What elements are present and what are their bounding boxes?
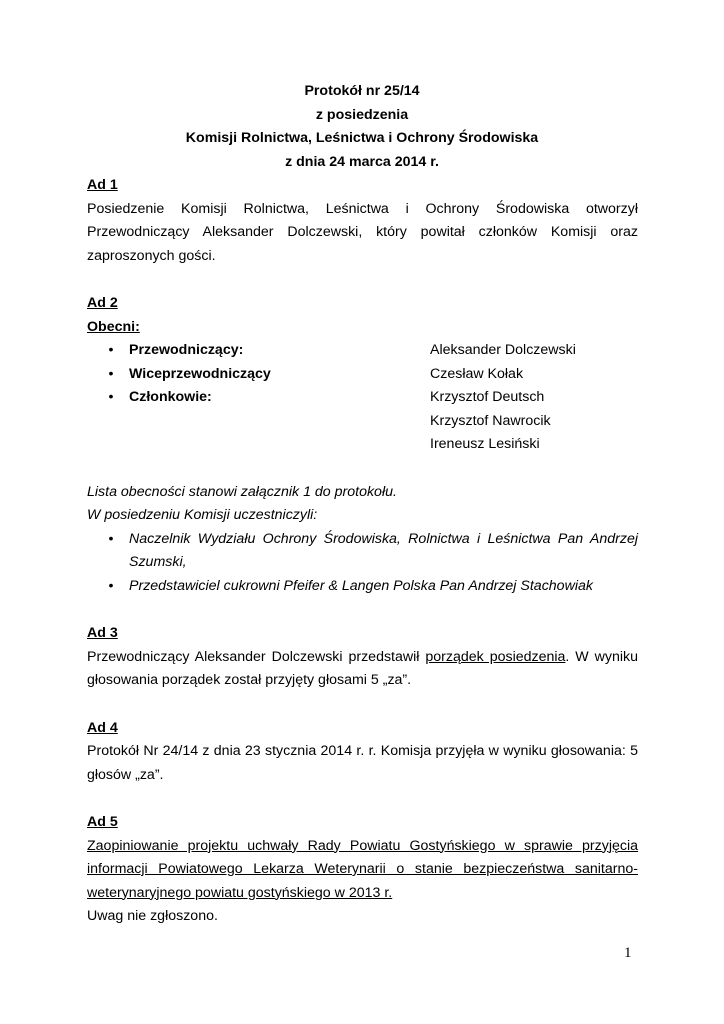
- participants-intro: W posiedzeniu Komisji uczestniczyli:: [87, 507, 318, 523]
- ad1-heading: Ad 1: [87, 177, 118, 193]
- attendee-row-chair: [87, 339, 638, 363]
- participant-item: [87, 575, 638, 599]
- participant-item: [87, 528, 638, 575]
- ad4-heading: Ad 4: [87, 719, 118, 736]
- bullet-icon: •: [108, 365, 114, 382]
- ad3-text-before: Przewodniczący Aleksander Dolczewski przedstawił: [87, 648, 426, 665]
- present-label: Obecni:: [87, 318, 140, 335]
- attendee-name: Ireneusz Lesiński: [430, 436, 540, 452]
- participant-text: Przedstawiciel cukrowni Pfeifer & Langen Polska Pan Andrzej Stachowiak: [129, 577, 593, 594]
- document-title-block: [86, 80, 638, 174]
- ad5-heading: Ad 5: [87, 814, 118, 830]
- ad3-text-after: . W wyniku głosowania porządek został przyjęty głosami 5 „za”.: [87, 648, 638, 688]
- title-line-protocol-number: Protokół nr 25/14: [304, 83, 420, 99]
- ad3-heading: Ad 3: [87, 625, 118, 641]
- ad2-heading: Ad 2: [87, 295, 118, 311]
- bullet-icon: •: [108, 342, 114, 358]
- attendee-row-vice-chair: [87, 363, 638, 387]
- ad4-text: Protokół Nr 24/14 z dnia 23 stycznia 2014 r. r. Komisja przyjęła w wyniku głosowania: 5 głosów „za”.: [87, 743, 638, 783]
- attendee-name: Krzysztof Nawrocik: [430, 412, 551, 429]
- attendee-role: Członkowie:: [129, 389, 212, 405]
- title-line-meeting: z posiedzenia: [315, 106, 409, 123]
- page-number: 1: [624, 945, 632, 961]
- attendance-note: Lista obecności stanowi załącznik 1 do protokołu.: [87, 483, 397, 500]
- ad1-text: Posiedzenie Komisji Rolnictwa, Leśnictwa i Ochrony Środowiska otworzył Przewodniczący Aleksander Dolczewski, który powitał członków Komisji oraz zaproszonych gości.: [87, 200, 638, 264]
- bullet-icon: •: [108, 389, 114, 405]
- attendee-name: Czesław Kołak: [430, 365, 524, 382]
- ad3-text: [87, 646, 638, 693]
- ad5-resolution-text: Zaopiniowanie projektu uchwały Rady Powiatu Gostyńskiego w sprawie przyjęcia informacji Powiatowego Lekarza Weterynarii o stanie bezpieczeństwa sanitarno-weterynaryjnego powiatu gostyńskiego w 2013 r.: [87, 837, 638, 901]
- agenda-link-text: porządek posiedzenia: [425, 648, 566, 665]
- attendee-name: Aleksander Dolczewski: [430, 342, 576, 358]
- attendee-row-members: [87, 386, 638, 410]
- participant-text: Naczelnik Wydziału Ochrony Środowiska, Rolnictwa i Leśnictwa Pan Andrzej Szumski,: [129, 530, 638, 570]
- document-body: [87, 174, 638, 929]
- attendee-role: Wiceprzewodniczący: [129, 365, 271, 382]
- attendee-role: Przewodniczący:: [129, 342, 244, 358]
- title-line-date: z dnia 24 marca 2014 r.: [285, 153, 439, 170]
- bullet-icon: •: [108, 577, 114, 594]
- attendee-name: Krzysztof Deutsch: [430, 389, 545, 405]
- ad5-note: Uwag nie zgłoszono.: [87, 908, 218, 924]
- title-line-committee: Komisji Rolnictwa, Leśnictwa i Ochrony Środowiska: [185, 130, 539, 146]
- bullet-icon: •: [108, 530, 114, 547]
